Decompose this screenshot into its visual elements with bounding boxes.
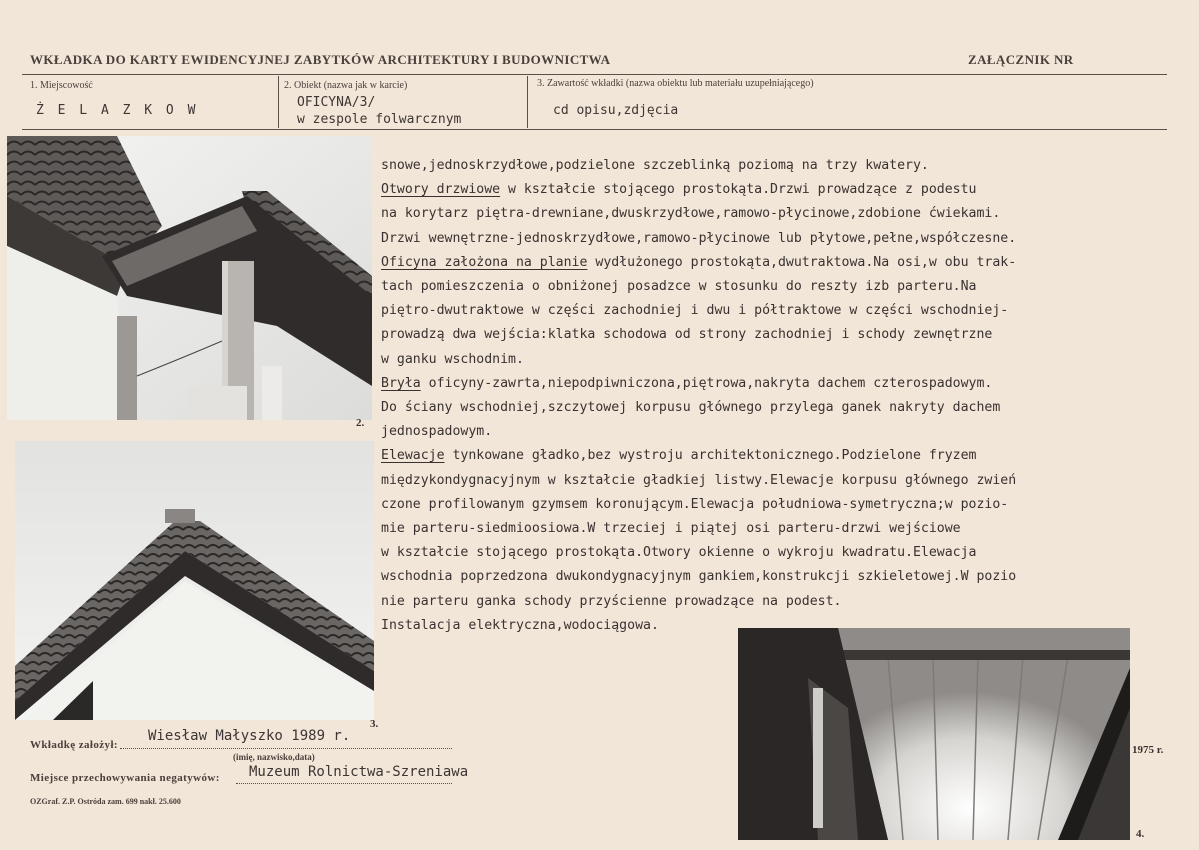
text-line: Drzwi wewnętrzne-jednoskrzydłowe,ramowo-płycinowe lub płytowe,pełne,współczesne. <box>381 230 1017 246</box>
heading-massing: Bryła <box>381 375 421 391</box>
field-3-value: cd opisu,zdjęcia <box>553 103 679 118</box>
storage-value: Muzeum Rolnictwa-Szreniawa <box>249 764 469 780</box>
text-line: międzykondygnacyjnym w kształcie gładkiej listwy.Elewacje korpusu głównego zwień <box>381 472 1017 488</box>
text-line: Oficyna założona na planie wydłużonego prostokąta,dwutraktowa.Na osi,w obu trak- <box>381 254 1017 270</box>
text-line: prowadzą dwa wejścia:klatka schodowa od strony zachodniej i schody zewnętrzne <box>381 327 993 343</box>
attachment-label: ZAŁĄCZNIK NR <box>968 52 1074 67</box>
text-line: jednospadowym. <box>381 424 493 440</box>
heading-plan: Oficyna założona na planie <box>381 254 588 270</box>
storage-line <box>236 783 452 784</box>
photo-2-caption: 2. <box>356 417 365 429</box>
text-line: Otwory drzwiowe w kształcie stojącego prostokąta.Drzwi prowadzące z podestu <box>381 182 977 198</box>
photo-gable <box>15 441 374 720</box>
field-2-value-1: OFICYNA/3/ <box>297 95 376 110</box>
text-line: wschodnia poprzedzona dwukondygnacyjnym gankiem,konstrukcji szkieletowej.W pozio <box>381 569 1017 585</box>
header-rule-top <box>22 74 1167 75</box>
header-rule-bottom <box>22 129 1167 130</box>
text-line: Do ściany wschodniej,szczytowej korpusu głównego przylega ganek nakryty dachem <box>381 400 1001 416</box>
text-line: mie parteru-siedmioosiowa.W trzeciej i piątej osi parteru-drzwi wejściowe <box>381 521 961 537</box>
storage-label: Miejsce przechowywania negatywów: <box>30 772 220 784</box>
heading-door-openings: Otwory drzwiowe <box>381 182 501 198</box>
text-line: Elewacje tynkowane gładko,bez wystroju architektonicznego.Podzielone fryzem <box>381 448 977 464</box>
field-3-label: 3. Zawartość wkładki (nazwa obiektu lub materiału uzupełniającego) <box>537 78 814 89</box>
heading-elevations: Elewacje <box>381 448 445 464</box>
text-line: nie parteru ganka schody przyścienne prowadzące na podest. <box>381 593 842 609</box>
compiled-by-hint: (imię, nazwisko,data) <box>233 752 315 762</box>
field-2-label: 2. Obiekt (nazwa jak w karcie) <box>284 80 408 91</box>
text-line: na korytarz piętra-drewniane,dwuskrzydłowe,ramowo-płycinowe,zdobione ćwiekami. <box>381 206 1001 222</box>
compiled-by-label: Wkładkę założył: <box>30 739 118 751</box>
photo-4-caption: 4. <box>1136 828 1145 840</box>
photo-roof-eave <box>7 136 372 420</box>
printer-imprint: OZGraf. Z.P. Ostróda zam. 699 nakł. 25.600 <box>30 797 181 806</box>
field-1-value: Ż E L A Z K O W <box>36 103 199 118</box>
text-line: w ganku wschodnim. <box>381 351 524 367</box>
text-line: tach pomieszczenia o obniżonej posadzce w stosunku do reszty izb parteru.Na <box>381 279 977 295</box>
field-2-value-2: w zespole folwarcznym <box>297 112 462 127</box>
description-text <box>381 154 1181 638</box>
photo-year: 1975 r. <box>1132 744 1164 756</box>
compiled-by-line <box>120 748 452 749</box>
text-line: w kształcie stojącego prostokąta.Otwory okienne o wykroju kwadratu.Elewacja <box>381 545 977 561</box>
text-line: piętro-dwutraktowe w części zachodniej i dwu i półtraktowe w części wschodniej- <box>381 303 1009 319</box>
text-line: snowe,jednoskrzydłowe,podzielone szczeblinką poziomą na trzy kwatery. <box>381 158 929 173</box>
text-line: czone profilowanym gzymsem koronującym.Elewacja południowa-symetryczna;w pozio- <box>381 496 1009 512</box>
photo-3-caption: 3. <box>370 718 379 730</box>
field-1-label: 1. Miejscowość <box>30 80 93 91</box>
photo-corridor-ceiling <box>738 628 1130 840</box>
field-divider-2 <box>527 76 528 128</box>
form-title: WKŁADKA DO KARTY EWIDENCYJNEJ ZABYTKÓW ARCHITEKTURY I BUDOWNICTWA <box>30 52 611 67</box>
text-line: Bryła oficyny-zawrta,niepodpiwniczona,piętrowa,nakryta dachem czterospadowym. <box>381 375 993 391</box>
text-line: Instalacja elektryczna,wodociągowa. <box>381 617 659 633</box>
compiled-by-value: Wiesław Małyszko 1989 r. <box>148 728 351 744</box>
field-divider-1 <box>278 76 279 128</box>
